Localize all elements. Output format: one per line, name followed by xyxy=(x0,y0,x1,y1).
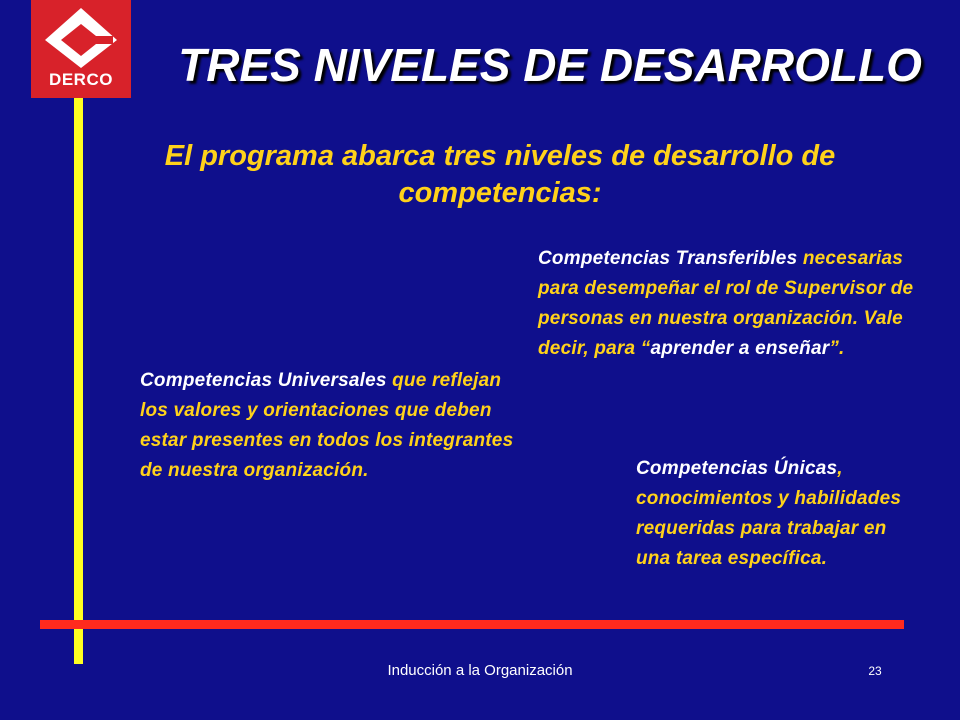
vertical-accent-line xyxy=(74,98,83,664)
universal-competencies-text xyxy=(140,366,520,486)
transferable-competencies-text xyxy=(538,244,918,364)
unique-competencies-text xyxy=(636,454,916,574)
transfer-closing: ”. xyxy=(829,338,845,359)
transfer-term: Competencias Transferibles xyxy=(538,248,798,269)
slide-subtitle: El programa abarca tres niveles de desarrollo de competencias: xyxy=(164,140,836,209)
slide-title: TRES NIVELES DE DESARROLLO xyxy=(178,39,922,91)
slide-footer: Inducción a la Organización xyxy=(387,662,573,679)
horizontal-accent-line xyxy=(40,620,904,629)
transfer-emphasis: aprender a enseñar xyxy=(650,338,830,359)
derco-logo xyxy=(31,0,131,98)
transfer-description: necesarias para desempeñar el rol de Supervisor de personas en nuestra organización. Vale decir, para “ xyxy=(538,248,914,359)
page-number: 23 xyxy=(868,664,882,678)
derco-diamond-icon xyxy=(43,6,119,70)
logo-text: DERCO xyxy=(49,70,113,89)
universal-description: que reflejan los valores y orientaciones que deben estar presentes en todos los integrantes de nuestra organización. xyxy=(140,370,514,481)
unique-description: , conocimientos y habilidades requeridas para trabajar en una tarea específica. xyxy=(636,458,902,569)
unique-term: Competencias Únicas xyxy=(636,458,838,479)
universal-term: Competencias Universales xyxy=(140,370,387,391)
